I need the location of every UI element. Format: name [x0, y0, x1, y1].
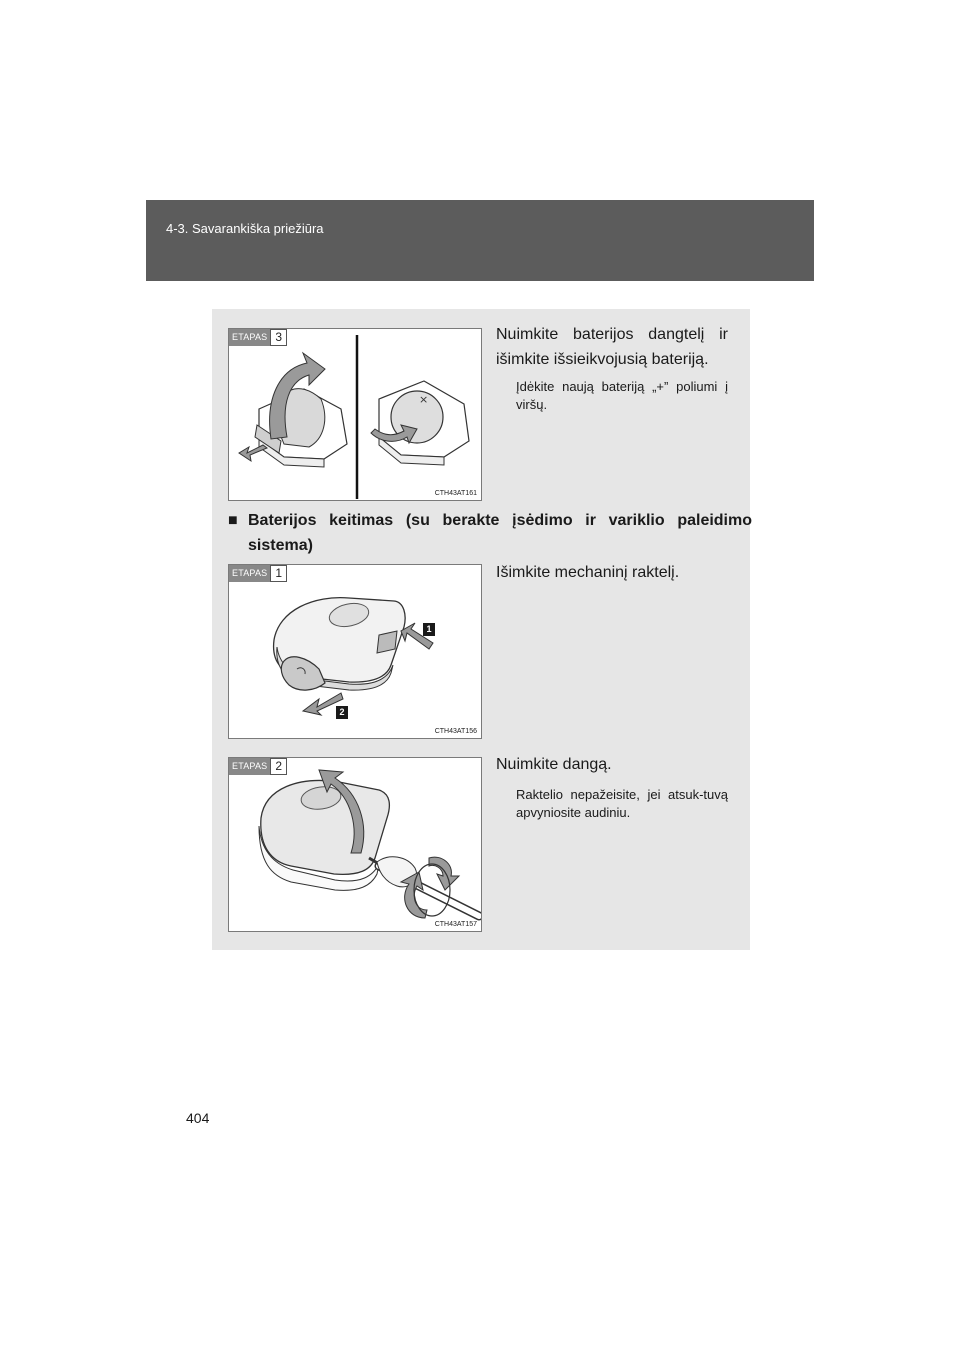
step-badge: [229, 758, 287, 775]
callout-2: 2: [336, 706, 348, 719]
section-title: 4-3. Savarankiška priežiūra: [166, 221, 324, 236]
mechanical-key-removal-illustration: [229, 565, 482, 739]
step-3-title: Nuimkite baterijos dangtelį ir išimkite išsieikvojusią bateriją.: [496, 326, 728, 368]
cover-removal-illustration: [229, 758, 482, 932]
header-band: [146, 200, 814, 281]
figure-step-1: [228, 564, 482, 739]
section-bullet: ■: [228, 512, 238, 529]
step-label: ETAPAS: [229, 329, 270, 346]
step-number: 2: [270, 758, 287, 775]
figure-code: CTH43AT156: [434, 728, 477, 735]
step-number: 1: [270, 565, 287, 582]
figure-step-2: [228, 757, 482, 932]
step-number: 3: [270, 329, 287, 346]
figure-code: CTH43AT157: [434, 921, 477, 928]
step-3-note: Įdėkite naują bateriją „+” poliumi į viršų.: [516, 379, 728, 412]
step-label: ETAPAS: [229, 565, 270, 582]
step-1-title: Išimkite mechaninį raktelį.: [496, 564, 680, 581]
callout-1: 1: [423, 623, 435, 636]
section-heading-text: Baterijos keitimas (su berakte įsėdimo ir variklio paleidimo sistema): [248, 512, 752, 554]
step-2-title: Nuimkite dangą.: [496, 756, 612, 773]
svg-text:×: ×: [419, 393, 429, 406]
section-heading: [228, 508, 752, 558]
figure-step-3: [228, 328, 482, 501]
figure-code: CTH43AT161: [434, 490, 477, 497]
step-2-note: Raktelio nepažeisite, jei atsuk-tuvą apvyniosite audiniu.: [516, 787, 728, 820]
step-badge: [229, 565, 287, 582]
battery-cover-removal-illustration: [229, 329, 482, 501]
step-badge: [229, 329, 287, 346]
page-number: 404: [186, 1110, 210, 1126]
step-label: ETAPAS: [229, 758, 270, 775]
